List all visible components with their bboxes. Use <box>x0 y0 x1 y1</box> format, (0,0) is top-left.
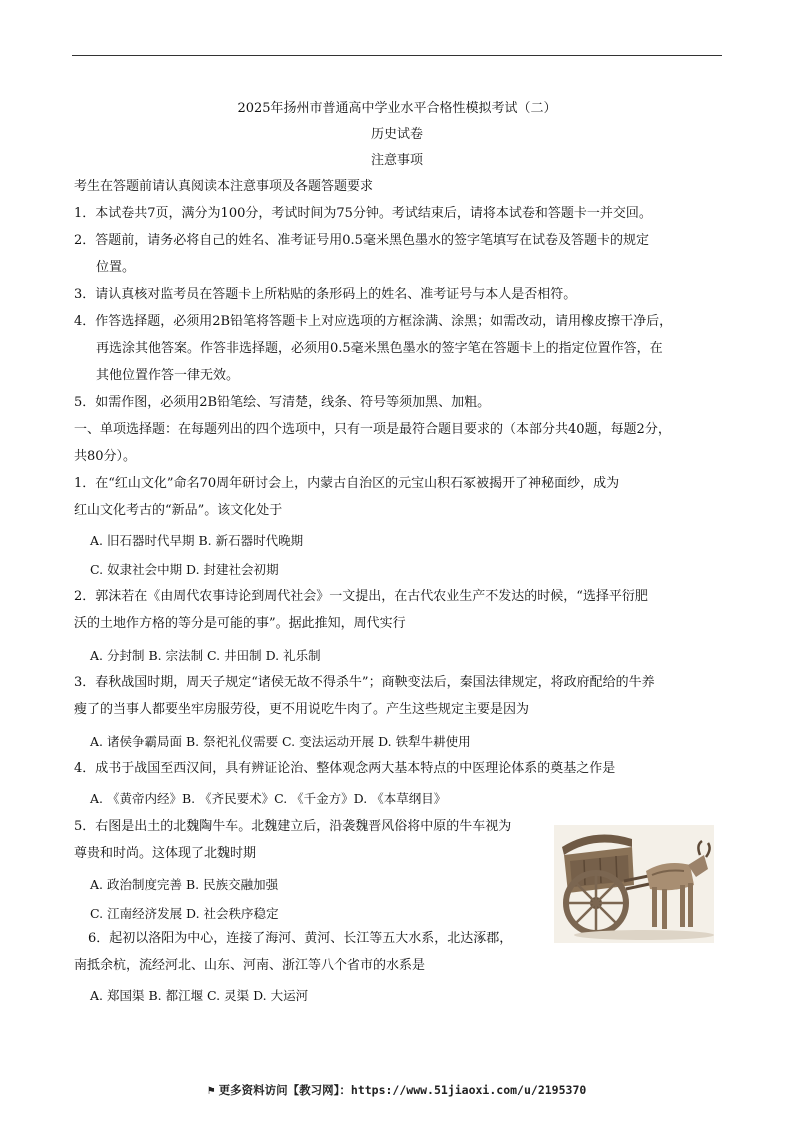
question-2-stem: 2．郭沫若在《由周代农事诗论到周代社会》一文提出，在古代农业生产不发达的时候，“选择平衍肥 <box>74 589 648 604</box>
question-1-options: C. 奴隶社会中期 D. 封建社会初期 <box>90 562 279 577</box>
flag-icon: ⚑ <box>207 1083 215 1097</box>
question-6-options: A. 郑国渠 B. 都江堰 C. 灵渠 D. 大运河 <box>90 988 309 1003</box>
section-heading-cont: 共80分）。 <box>74 449 137 464</box>
instruction-item-cont: 其他位置作答一律无效。 <box>96 368 240 383</box>
question-4-stem: 4．成书于战国至西汉间，具有辨证论治、整体观念两大基本特点的中医理论体系的奠基之作是 <box>74 761 616 776</box>
footer-text: 更多资料访问【教习网】：https://www.51jiaoxi.com/u/2195370 <box>218 1083 587 1097</box>
instruction-item: 5．如需作图，必须用2B铅笔绘、写清楚，线条、符号等须加黑、加粗。 <box>74 395 491 410</box>
instruction-item: 2．答题前，请务必将自己的姓名、准考证号用0.5毫米黑色墨水的签字笔填写在试卷及答题卡的规定 <box>74 233 649 248</box>
question-2-options: A. 分封制 B. 宗法制 C. 井田制 D. 礼乐制 <box>90 648 321 663</box>
instruction-item: 4．作答选择题，必须用2B铅笔将答题卡上对应选项的方框涂满、涂黑；如需改动，请用橡皮擦干净后， <box>74 314 673 329</box>
notice-heading: 注意事项 <box>370 153 423 168</box>
instructions-intro: 考生在答题前请认真阅读本注意事项及各题答题要求 <box>74 179 374 194</box>
question-5-stem: 5．右图是出土的北魏陶牛车。北魏建立后，沿袭魏晋风俗将中原的牛车视为 <box>74 819 512 834</box>
instruction-item-cont: 再选涂其他答案。作答非选择题，必须用0.5毫米黑色墨水的签字笔在答题卡上的指定位置作答，在 <box>96 341 663 356</box>
question-5-options: C. 江南经济发展 D. 社会秩序稳定 <box>90 906 279 921</box>
subject-title: 历史试卷 <box>370 127 423 142</box>
question-5-stem-cont: 尊贵和时尚。这体现了北魏时期 <box>74 846 257 861</box>
question-3-stem-cont: 瘦了的当事人都要坐牢房服劳役，更不用说吃牛肉了。产生这些规定主要是因为 <box>74 702 530 717</box>
instruction-item: 3．请认真核对监考员在答题卡上所粘贴的条形码上的姓名、准考证号与本人是否相符。 <box>74 287 577 302</box>
question-3-stem: 3．春秋战国时期，周天子规定“诸侯无故不得杀牛”；商鞅变法后，秦国法律规定，将政府配给的牛养 <box>74 675 655 690</box>
section-heading: 一、单项选择题：在每题列出的四个选项中，只有一项是最符合题目要求的（本部分共40题，每题2分， <box>74 422 671 437</box>
footer-link[interactable] <box>0 1082 794 1098</box>
question-1-stem-cont: 红山文化考古的“新品”。该文化处于 <box>74 503 283 518</box>
instruction-item: 1．本试卷共7页，满分为100分，考试时间为75分钟。考试结束后，请将本试卷和答题卡一并交回。 <box>74 206 652 221</box>
question-2-stem-cont: 沃的土地作方格的等分是可能的事”。据此推知，周代实行 <box>74 616 406 631</box>
question-1-options: A. 旧石器时代早期 B. 新石器时代晚期 <box>90 533 304 548</box>
exam-title: 2025年扬州市普通高中学业水平合格性模拟考试（二） <box>237 101 557 116</box>
question-4-options: A. 《黄帝内经》B. 《齐民要术》C. 《千金方》D. 《本草纲目》 <box>90 791 447 806</box>
instruction-item-cont: 位置。 <box>96 260 136 275</box>
question-5-options: A. 政治制度完善 B. 民族交融加强 <box>90 877 279 892</box>
question-3-options: A. 诸侯争霸局面 B. 祭祀礼仪需要 C. 变法运动开展 D. 铁犁牛耕使用 <box>90 734 471 749</box>
question-6-stem-cont: 南抵余杭，流经河北、山东、河南、浙江等八个省市的水系是 <box>74 958 426 973</box>
question-1-stem: 1．在“红山文化”命名70周年研讨会上，内蒙古自治区的元宝山积石冢被揭开了神秘面纱，成为 <box>74 476 620 491</box>
ox-cart-photo <box>554 825 714 943</box>
question-6-stem: 6．起初以洛阳为中心，连接了海河、黄河、长江等五大水系，北达涿郡， <box>88 931 513 946</box>
top-rule <box>72 55 722 56</box>
